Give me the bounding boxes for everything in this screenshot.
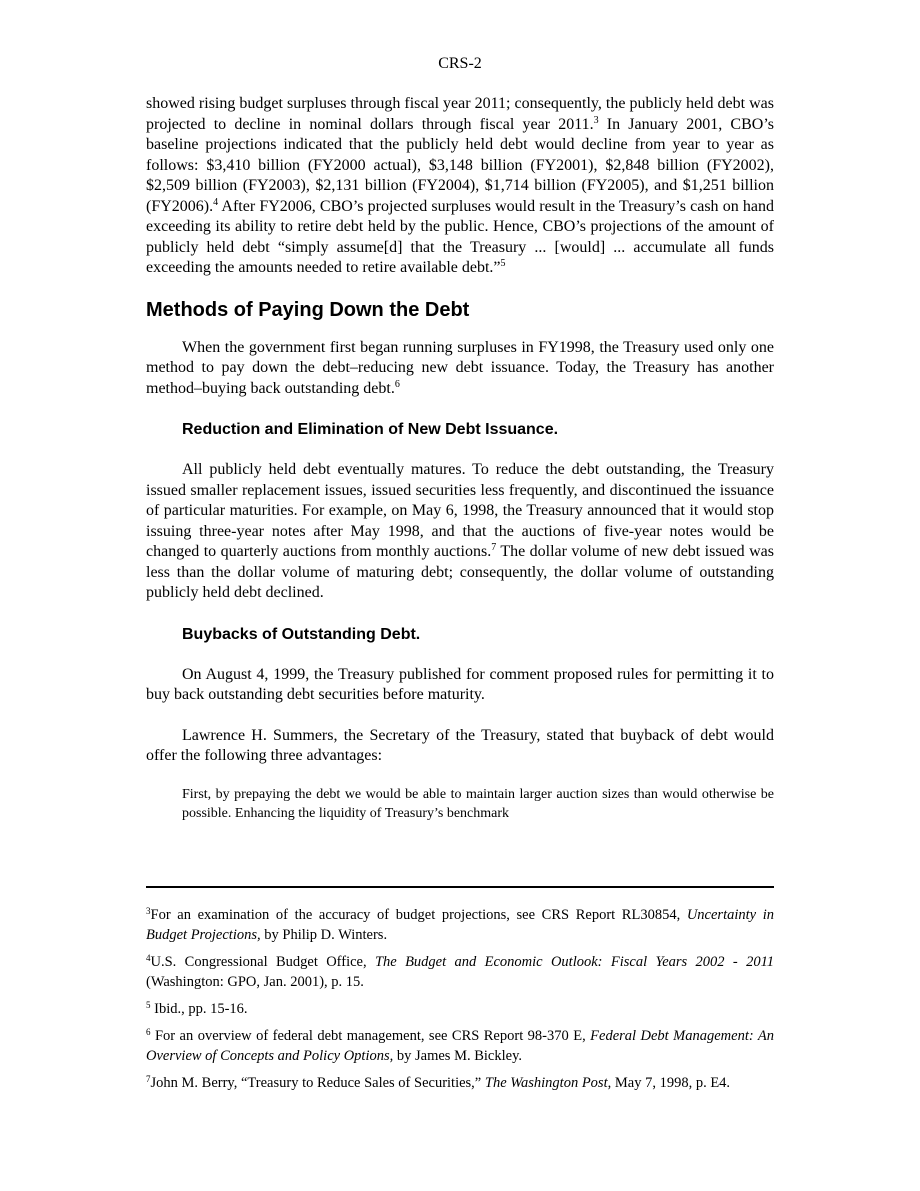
footnote-ref-7[interactable]: 7 [491,542,497,553]
footnote-number: 5 [146,1000,151,1010]
page-header: CRS-2 [438,55,482,72]
section-heading: Methods of Paying Down the Debt [146,298,470,321]
footnote-7 [146,1073,774,1093]
footnote-ref-4[interactable]: 4 [213,196,219,208]
footnote-text: U.S. Congressional Budget Office, [150,954,375,970]
footnote-title: The Washington Post [484,1075,608,1091]
footnotes [146,905,774,1100]
footnote-text: by James M. Bickley. [393,1048,523,1064]
footnote-6 [146,1026,774,1066]
reduction-paragraph [146,460,774,604]
text-run: showed rising budget surpluses through fiscal year 2011; consequently, the publicly held debt was projected to decline in nominal dollars through fiscal year 2011. [146,95,774,133]
text-run: After FY2006, CBO’s projected surpluses would result in the Treasury’s cash on hand exceeding its ability to retire debt held by the public. Hence, CBO’s projections of the amount of publicly held debt “simply assume[d] that the Treasury ... [would] ... accumulate all funds exceeding the amounts needed to retire available debt.” [146,197,774,276]
buybacks-paragraph: On August 4, 1999, the Treasury published for comment proposed rules for permitting it to buy back outstanding debt securities before maturity. [146,665,774,703]
footnote-text: by Philip D. Winters. [260,927,388,943]
text-run: When the government first began running surpluses in FY1998, the Treasury used only one method to pay down the debt–reducing new debt issuance. Today, the Treasury has another method–buying back outstanding debt. [146,338,774,397]
subheading-buybacks: Buybacks of Outstanding Debt. [182,625,421,643]
summers-paragraph: Lawrence H. Summers, the Secretary of the Treasury, stated that buyback of debt would offer the following three advantages: [146,726,774,764]
block-quote: First, by prepaying the debt we would be able to maintain larger auction sizes than would otherwise be possible. Enhancing the liquidity of Treasury’s benchmark [182,786,774,821]
footnote-text: , May 7, 1998, p. E4. [607,1075,731,1091]
footnote-title: Uncertainty in Budget Projections, [146,907,774,943]
footnote-text: Ibid., pp. 15-16. [150,1001,248,1017]
footnote-4 [146,952,774,992]
text-run: The dollar volume of new debt issued was less than the dollar volume of maturing debt; consequently, the dollar volume of outstanding publicly held debt declined. [146,543,775,601]
intro-paragraph [146,94,774,279]
footnote-ref-5[interactable]: 5 [500,258,506,269]
footnote-number: 7 [146,1074,151,1084]
footnote-text: (Washington: GPO, Jan. 2001), p. 15. [146,974,364,990]
footnote-5 [146,999,774,1019]
footnote-text: For an overview of federal debt management, see CRS Report 98-370 E, [150,1028,591,1044]
footnote-ref-6[interactable]: 6 [394,378,400,390]
footnote-text: John M. Berry, “Treasury to Reduce Sales of Securities,” [150,1075,485,1091]
footnote-number: 6 [146,1027,151,1037]
subheading-reduction: Reduction and Elimination of New Debt Issuance. [182,421,559,438]
footnote-number: 3 [146,906,151,916]
footnote-separator [146,886,774,888]
footnote-title: Federal Debt Management: An Overview of Concepts and Policy Options, [146,1028,775,1064]
footnote-number: 4 [146,953,151,963]
text-run: All publicly held debt eventually matures. To reduce the debt outstanding, the Treasury issued smaller replacement issues, issued securities less frequently, and discontinued the issuance of particular maturities. For example, on May 6, 1998, the Treasury announced that it would stop issuing three-year notes after May 1998, and that the auctions of five-year notes would be changed to quarterly auctions from monthly auctions. [146,461,774,560]
footnote-ref-3[interactable]: 3 [593,114,599,126]
footnote-text: For an examination of the accuracy of budget projections, see CRS Report RL30854, [150,907,687,923]
body-text [146,94,774,823]
footnote-title: The Budget and Economic Outlook: Fiscal Years 2002 - 2011 [374,954,774,970]
methods-paragraph [146,338,774,400]
footnote-3 [146,905,774,945]
text-run: In January 2001, CBO’s baseline projections indicated that the publicly held debt would decline from year to year as follows: $3,410 billion (FY2000 actual), $3,148 billion (FY2001), $2,848 billion (FY2002), $2,509 billion (FY2003), $2,131 billion (FY2004), $1,714 billion (FY2005), and $1,251 billion (FY2006). [146,115,775,215]
